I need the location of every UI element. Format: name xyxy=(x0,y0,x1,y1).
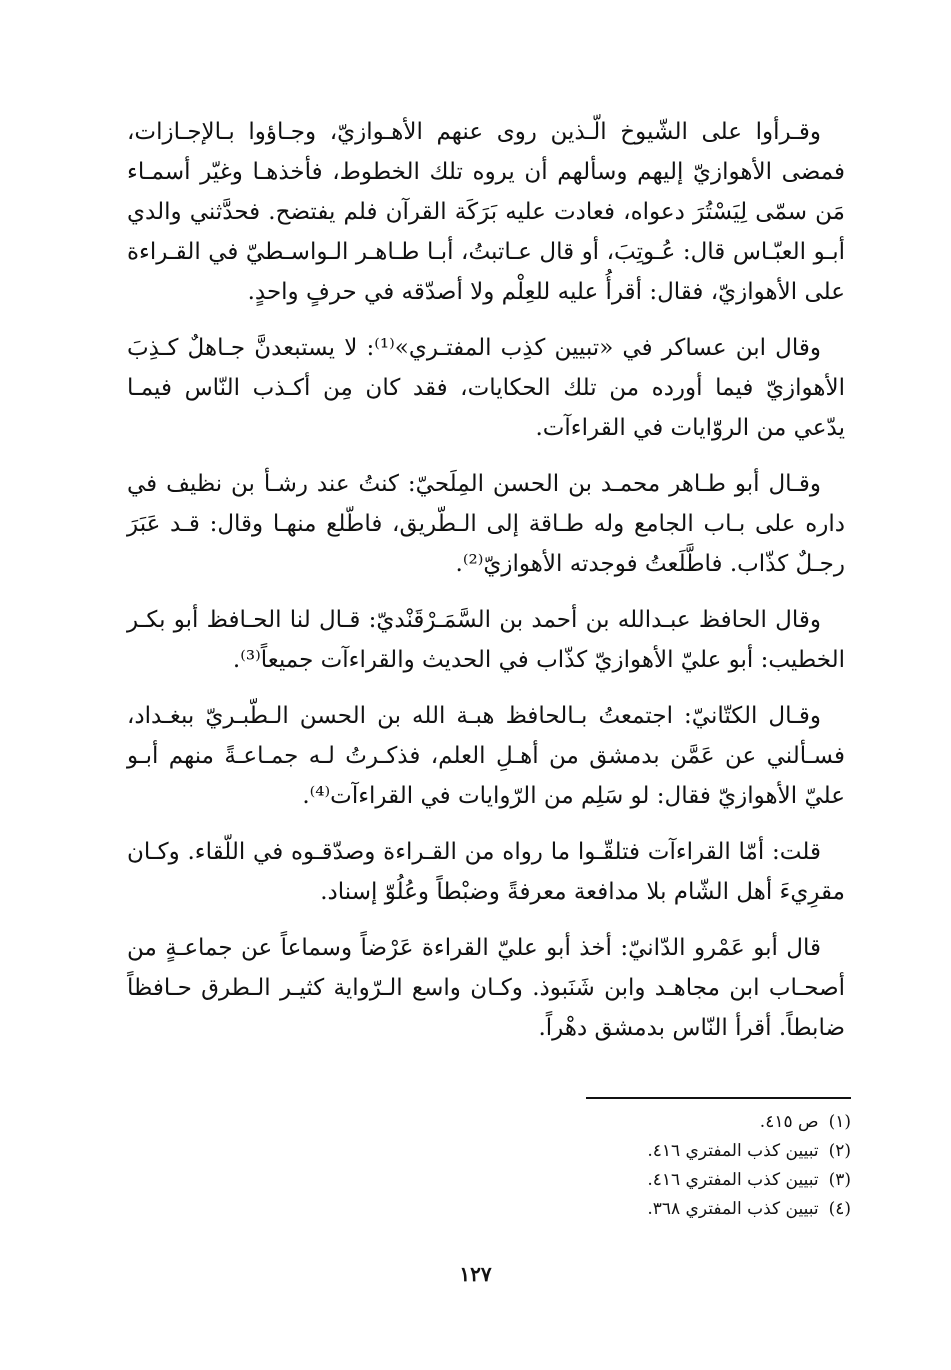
paragraph-2: وقال ابن عساكر في «تبيين كذِب المفتـري»⁽¹⁾: لا يستبعدنَّ جـاهلٌ كـذِبَ الأهوازيّ فيما أورده من تلك الحكايات، فقد كان مِن أكـذب النّاس فيمـا يدّعي من الروّايات في القراءآت. xyxy=(127,335,845,441)
footnote-text: تبيين كذب المفتري ٤١٦. xyxy=(647,1141,819,1161)
footnote-number: (٤) xyxy=(828,1199,851,1219)
paragraph-3: وقـال أبو طـاهر محمـد بن الحسن المِلَحيّ: كنتُ عند رشـأ بن نظيف في داره على بـاب الجامع وله طـاقة إلى الـطّريق، فاطّلع منهـا وقال: قـد عَبَرَ رجـلٌ كذّاب. فاطَّلَعتُ فوجدته الأهوازيّ⁽²⁾. xyxy=(127,471,845,577)
page-number: ١٢٧ xyxy=(459,1262,492,1286)
footnote-text: ص ٤١٥. xyxy=(759,1112,819,1132)
footnote-number: (٢) xyxy=(828,1141,851,1161)
footnote-item xyxy=(351,1137,851,1166)
footnote-divider xyxy=(586,1097,851,1099)
footnote-number: (١) xyxy=(828,1112,851,1132)
main-text xyxy=(127,112,845,1064)
paragraph-1: وقـرأوا على الشّيوخ الّـذين روى عنهم الأهـوازيّ، وجـاؤوا بـالإجـازات، فمضى الأهوازيّ إليهم وسألهم أن يروه تلك الخطوط، فأخذهـا وغيّر أسمـاء مَن سمّى لِيَسْتُرَ دعواه، فعادت عليه بَرَكَة القرآن فلم يفتضح. فحدَّثني والدي أبـو العبّـاس قال: عُـوتِبَ، أو قال عـاتبتُ، أبـا طـاهـر الـواسـطيّ في القـراءة على الأهوازيّ، فقال: أقرأُ عليه للعِلْم ولا أصدّقه في حرفٍ واحدٍ. xyxy=(127,119,845,305)
paragraph-7: قال أبو عَمْرو الدّانيّ: أخذ أبو عليّ القراءة عَرْضاً وسماعاً عن جماعـةٍ من أصحـاب ابن مجاهـد وابن شَنَبوذ. وكـان واسع الـرّواية كثيـر الـطرق حـافظاً ضابطاً. أقرأ النّاس بدمشق دهْراً. xyxy=(127,935,845,1041)
footnote-item xyxy=(351,1195,851,1224)
paragraph-6: قلت: أمّا القراءآت فتلقّـوا ما رواه من القـراءة وصدّقـوه في اللّقاء. وكـان مقرِيءَ أهل الشّام بلا مدافعة معرفةً وضبْطاً وعُلُوّ إسناد. xyxy=(127,839,845,905)
footnote-item xyxy=(351,1166,851,1195)
paragraph-5: وقـال الكتّانيّ: اجتمعتُ بـالحافظ هبـة الله بن الحسن الـطّبـريّ ببغـداد، فسـألني عن عَمَّن بدمشق من أهـلِ العلم، فذكـرتُ لـه جمـاعـةً منهم أبـو عليّ الأهوازيّ فقال: لو سَلِم من الرّوايات في القراءآت⁽⁴⁾. xyxy=(127,703,845,809)
footnote-text: تبيين كذب المفتري ٣٦٨. xyxy=(647,1199,819,1219)
footnote-text: تبيين كذب المفتري ٤١٦. xyxy=(647,1170,819,1190)
footnotes-list xyxy=(351,1108,851,1224)
footnote-number: (٣) xyxy=(828,1170,851,1190)
paragraph-4: وقال الحافظ عبـدالله بن أحمد بن السَّمَـرْقَنْديّ: قـال لنا الحـافظ أبو بكـر الخطيب: أبو عليّ الأهوازيّ كذّاب في الحديث والقراءآت جميعاً⁽³⁾. xyxy=(127,607,845,673)
footnote-item xyxy=(351,1108,851,1137)
